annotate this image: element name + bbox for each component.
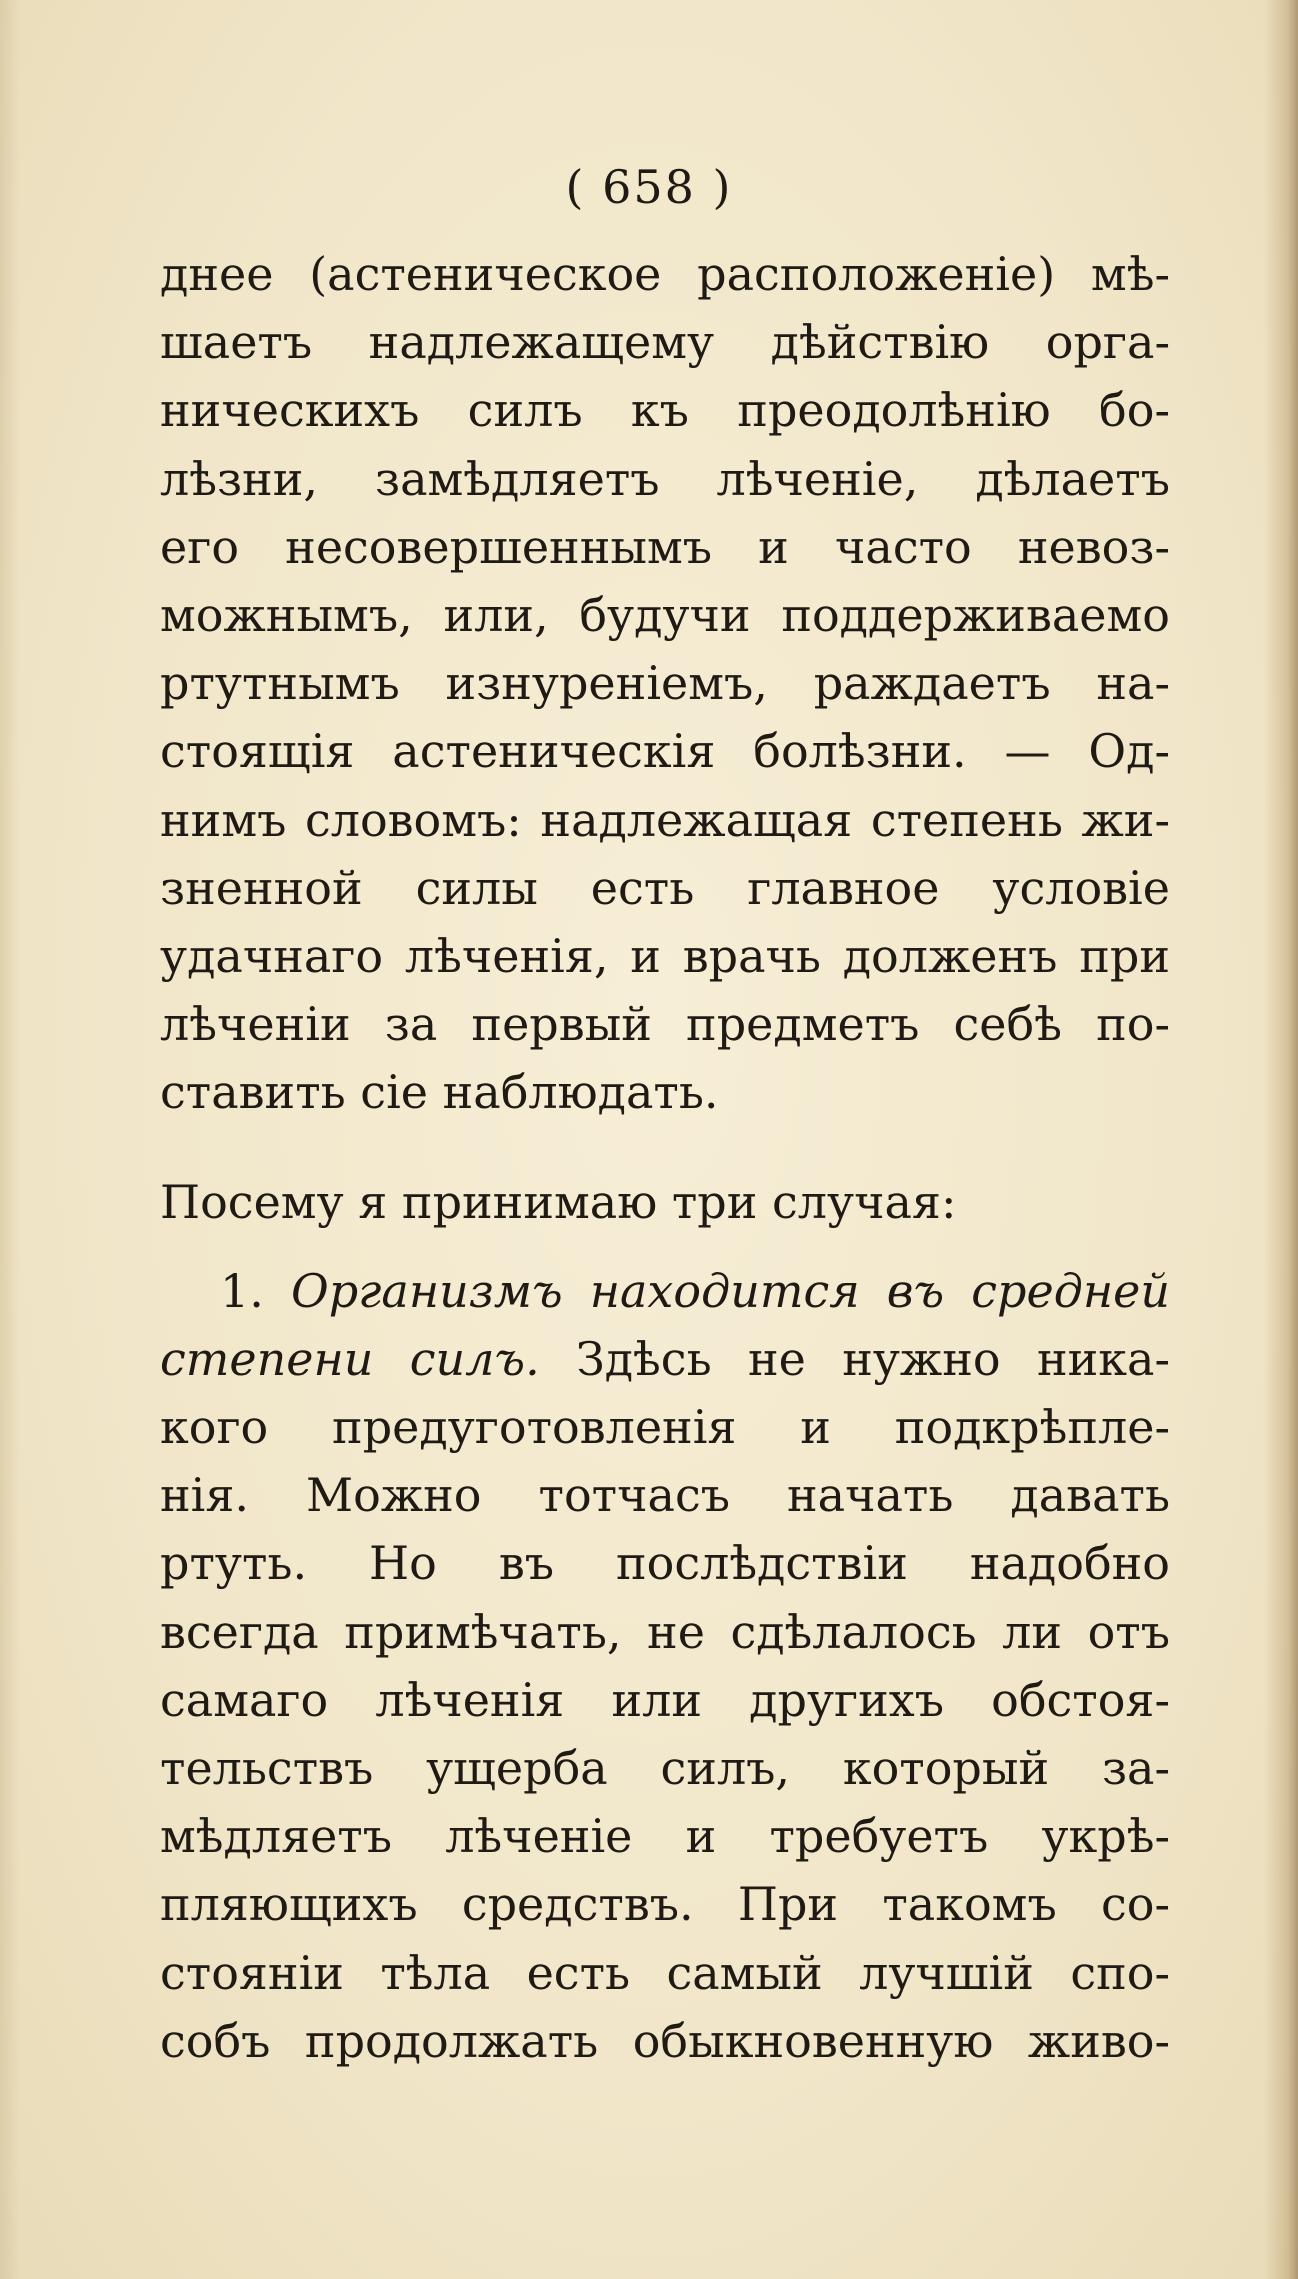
text-line: нимъ словомъ: надлежащая степень жи-: [160, 792, 1170, 847]
paragraph-2: [160, 1168, 1170, 1236]
list-number: 1.: [220, 1263, 264, 1318]
page-number: ( 658 ): [565, 160, 733, 214]
paragraph-1: [160, 240, 1170, 1126]
text-line: ртутнымъ изнуреніемъ, раждаетъ на-: [160, 656, 1170, 711]
text-line: лѣзни, замѣдляетъ лѣченіе, дѣлаетъ: [160, 451, 1170, 506]
text-line: пляющихъ средствъ. При такомъ со-: [160, 1877, 1170, 1932]
text-line: собъ продолжать обыкновенную живо-: [160, 2013, 1170, 2068]
text-line: нія. Можно тотчасъ начать давать: [160, 1468, 1170, 1523]
text-line: Посему я принимаю три случая:: [160, 1175, 957, 1230]
text-line: стоящія астеническія болѣзни. — Од-: [160, 724, 1170, 779]
page-text-body: [160, 240, 1170, 2075]
text-line: всегда примѣчать, не сдѣлалось ли отъ: [160, 1604, 1170, 1659]
text-line: днее (астеническое расположеніе) мѣ-: [160, 247, 1170, 301]
text-line: удачнаго лѣченія, и врачь долженъ при: [160, 928, 1170, 983]
text-line: кого предуготовленія и подкрѣпле-: [160, 1400, 1170, 1454]
italic-heading-cont: степени силъ.: [160, 1331, 540, 1386]
text-line: ртуть. Но въ послѣдствіи надобно: [160, 1536, 1170, 1591]
text-line: его несовершеннымъ и часто невоз-: [160, 519, 1170, 574]
text-line: зненной силы есть главное условіе: [160, 860, 1170, 915]
paragraph-3: [160, 1257, 1170, 2075]
page-right-edge-shadow: [1264, 0, 1298, 2279]
text-line: стояніи тѣла есть самый лучшій спо-: [160, 1945, 1170, 2000]
text-line: шаетъ надлежащему дѣйствію орга-: [160, 315, 1170, 370]
text-line: тельствъ ущерба силъ, который за-: [160, 1740, 1170, 1795]
text-line: самаго лѣченія или другихъ обстоя-: [160, 1672, 1170, 1727]
paragraph-spacer: [160, 1237, 1170, 1257]
text-line: лѣченіи за первый предметъ себѣ по-: [160, 997, 1170, 1052]
text-line-numbered: [160, 1257, 1170, 1325]
text-line: ническихъ силъ къ преодолѣнію бо-: [160, 383, 1170, 438]
text-run: Здѣсь не нужно ника-: [576, 1331, 1170, 1386]
text-line: ставить сіе наблюдать.: [160, 1065, 719, 1120]
text-line: мѣдляетъ лѣченіе и требуетъ укрѣ-: [160, 1809, 1170, 1864]
page-left-edge: [0, 0, 20, 2279]
paragraph-spacer: [160, 1126, 1170, 1168]
italic-heading: Организмъ находится въ средней: [290, 1263, 1171, 1318]
text-line: [160, 1325, 1170, 1393]
text-line: можнымъ, или, будучи поддерживаемо: [160, 587, 1170, 642]
